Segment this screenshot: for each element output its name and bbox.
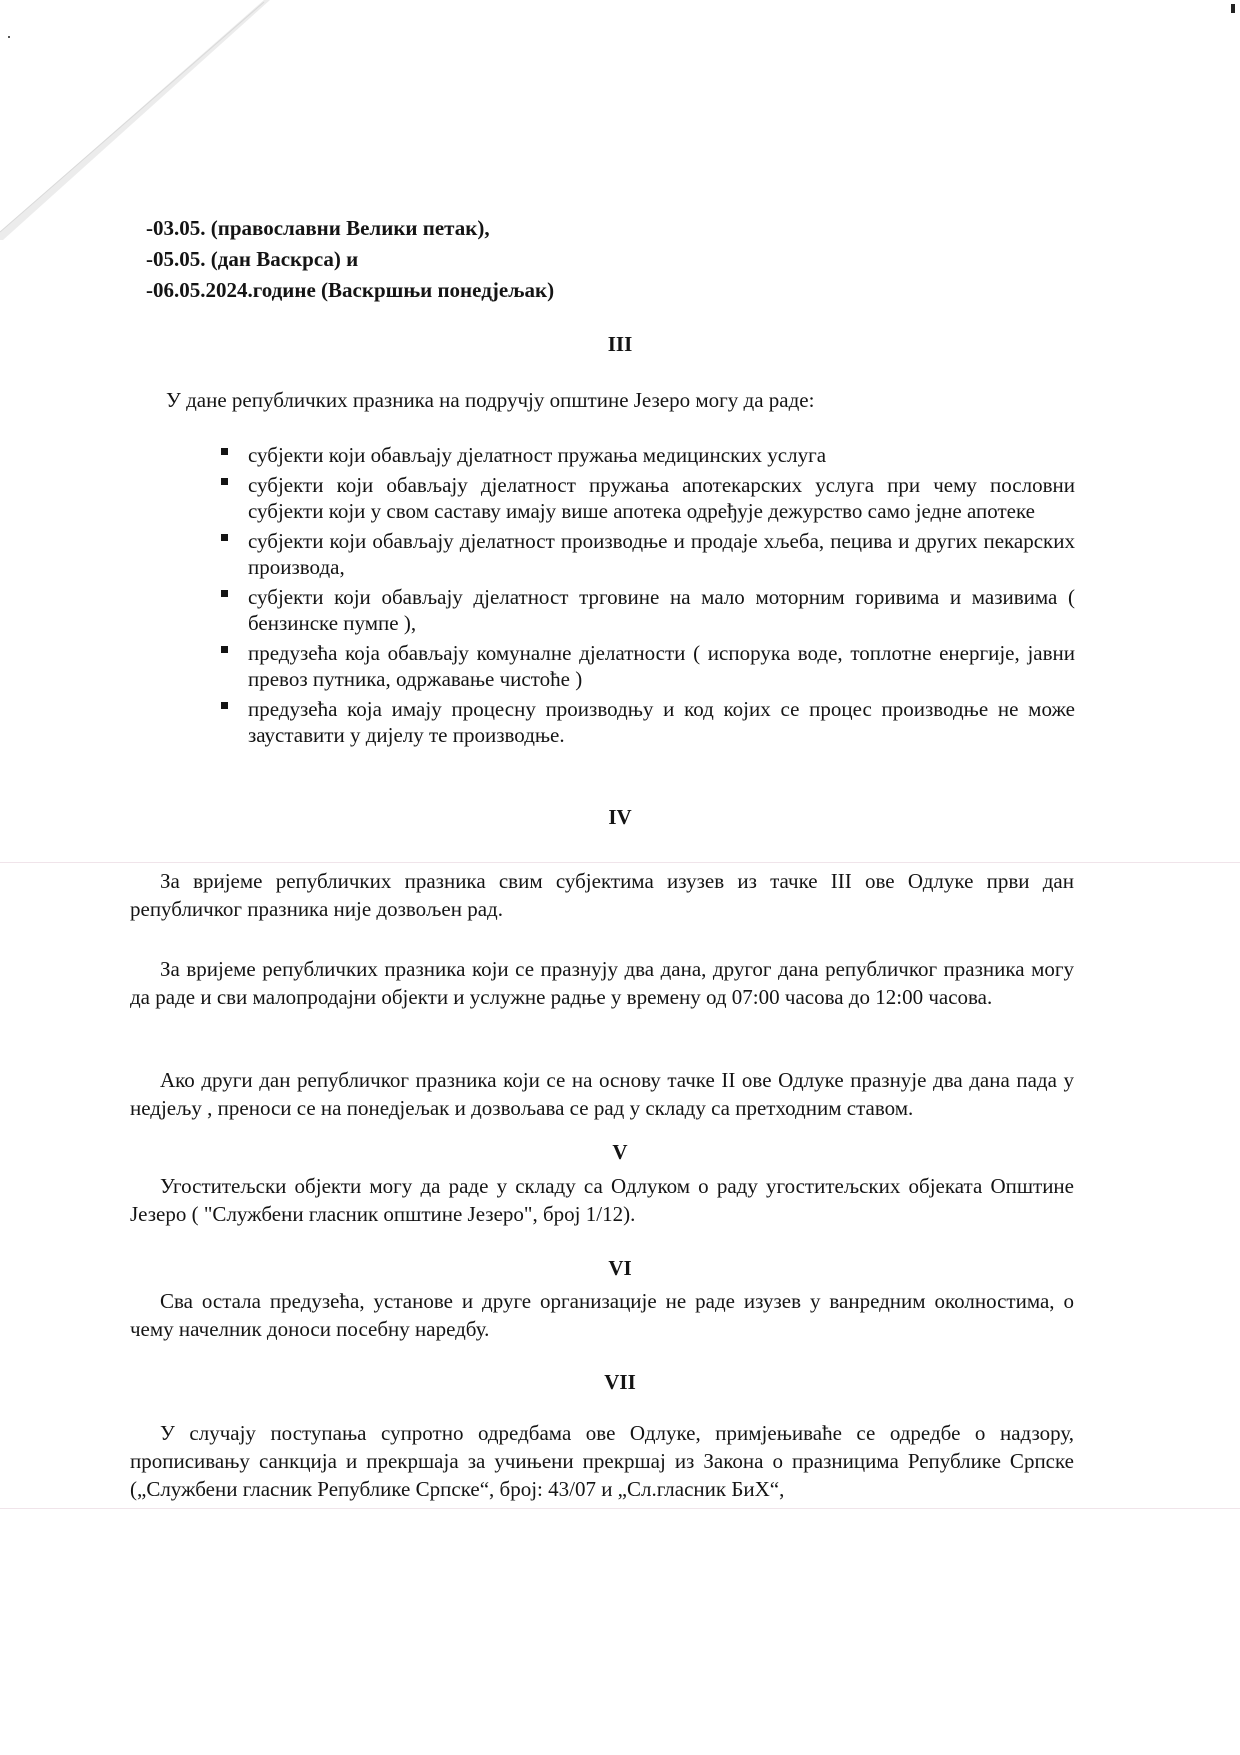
list-item: субјекти који обављају дјелатност пружања медицинских услуга: [248, 442, 1075, 468]
section-heading-7: VII: [604, 1370, 636, 1394]
bullet-icon: [221, 448, 228, 455]
section-4-paragraph-1: За вријеме републичких празника свим субјектима изузев из тачке III ове Одлуке први дан републичког празника није дозвољен рад.: [130, 869, 1074, 921]
scan-corner-mark: [1231, 4, 1235, 13]
section-6-paragraph: Сва остала предузећа, установе и друге организације не раде изузев у ванредним околностима, о чему начелник доноси посебну наредбу.: [130, 1289, 1074, 1341]
holiday-dates: [146, 213, 554, 306]
section-heading-4: IV: [608, 805, 632, 829]
scan-line: [0, 862, 1240, 863]
list-item: субјекти који обављају дјелатност пружања апотекарских услуга при чему пословни субјекти који у свом саставу имају више апотека одређује дежурство само једне апотеке: [248, 472, 1075, 524]
bullet-icon: [221, 478, 228, 485]
scan-line: [0, 1508, 1240, 1509]
date-line: -03.05. (православни Велики петак),: [146, 216, 490, 240]
date-line: -05.05. (дан Васкрса) и: [146, 247, 359, 271]
section-heading-3: III: [607, 332, 633, 356]
list-item: субјекти који обављају дјелатност производње и продаје хљеба, пецива и других пекарских производа,: [248, 528, 1075, 580]
scan-fold-mark: [0, 0, 270, 240]
section-5-paragraph: Угоститељски објекти могу да раде у складу са Одлуком о раду угоститељских објеката Општине Језеро ( "Службени гласник општине Језеро", број 1/12).: [130, 1174, 1074, 1226]
section-4-paragraph-3: Ако други дан републичког празника који се на основу тачке II ове Одлуке празнује два дана пада у недјељу , преноси се на понедјељак и дозвољава се рад у складу са претходним ставом.: [130, 1068, 1074, 1120]
bullet-icon: [221, 534, 228, 541]
section-heading-6: VI: [608, 1256, 632, 1280]
section-7-paragraph: У случају поступања супротно одредбама ове Одлуке, примјењиваће се одредбе о надзору, прописивању санкција и прекршаја за учињени прекршај из Закона о празницима Републике Српске („Службени гласник Републике Српске“, број: 43/07 и „Сл.гласник БиХ“,: [130, 1421, 1074, 1501]
list-item: предузећа која обављају комуналне дјелатности ( испорука воде, топлотне енергије, јавни превоз путника, одржавање чистоће ): [248, 640, 1075, 692]
bullet-icon: [221, 646, 228, 653]
bullet-icon: [221, 590, 228, 597]
list-item: субјекти који обављају дјелатност трговине на мало моторним горивима и мазивима ( бензинске пумпе ),: [248, 584, 1075, 636]
allowed-subjects-list: [248, 442, 1075, 752]
section-heading-5: V: [612, 1140, 628, 1164]
bullet-icon: [221, 702, 228, 709]
list-item: предузећа која имају процесну производњу и код којих се процес производње не може зауставити у дијелу те производње.: [248, 696, 1075, 748]
scan-speck: [8, 36, 10, 38]
section-4-paragraph-2: За вријеме републичких празника који се празнују два дана, другог дана републичког празника могу да раде и сви малопродајни објекти и услужне радње у времену од 07:00 часова до 12:00 часова.: [130, 957, 1074, 1009]
date-line: -06.05.2024.године (Васкршњи понедјељак): [146, 278, 555, 302]
section-3-intro: У дане републичких празника на подручју општине Језеро могу да раде:: [166, 388, 815, 412]
